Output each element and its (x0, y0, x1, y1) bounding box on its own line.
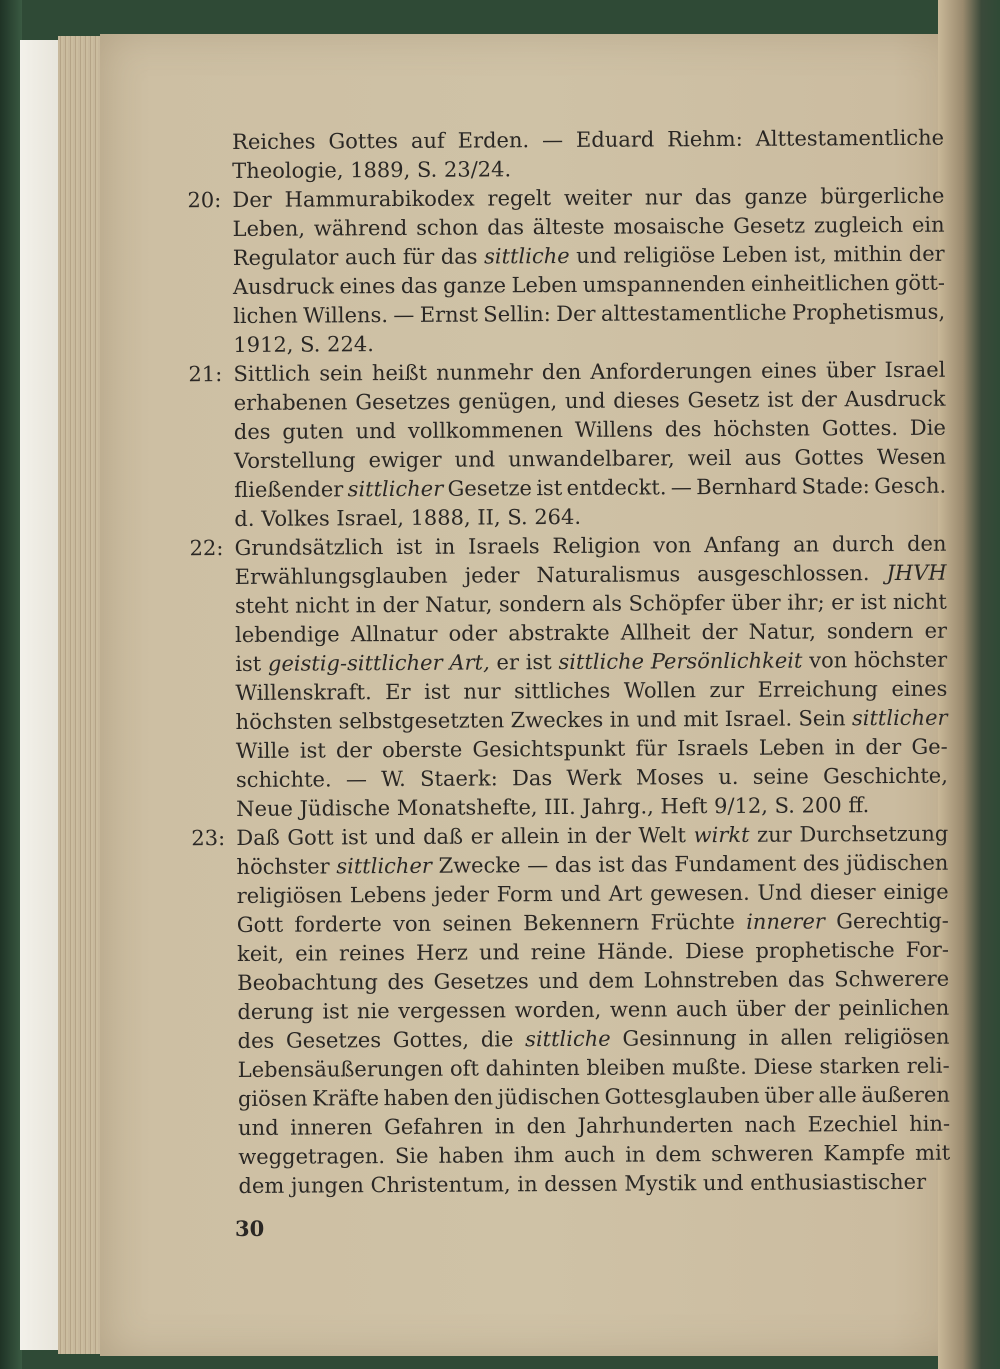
text-line: lebendige Allnatur oder abstrakte Allheit der Natur, sondern er (235, 618, 948, 647)
note-number: 21: (188, 362, 223, 387)
note-paragraph (187, 182, 946, 360)
text-line: Reiches Gottes auf Erden. — Eduard Riehm: Alttestamentliche (232, 125, 945, 154)
text-line: Sittlich sein heißt nunmehr den Anforderungen eines über Israel (233, 357, 946, 386)
text-line: und inneren Gefahren in den Jahrhunderten nach Ezechiel hin- (238, 1111, 951, 1140)
note-paragraph (191, 820, 951, 1201)
text-line: fließender sittlicher Gesetze ist entdeckt. — Bernhard Stade: Gesch. (234, 473, 947, 502)
text-line: Leben, während schon das älteste mosaische Gesetz zugleich ein (232, 212, 945, 241)
text-line: keit, ein reines Herz und reine Hände. Diese prophetische For- (236, 937, 950, 966)
text-line: weggetragen. Sie haben ihm auch in dem schweren Kampfe mit (238, 1140, 951, 1169)
text-line: 1912, S. 224. (233, 332, 374, 357)
note-number: 22: (189, 536, 224, 561)
text-line: religiösen Lebens jeder Form und Art gewesen. Und dieser einige (236, 879, 949, 908)
note-paragraph (189, 530, 948, 824)
note-number: 20: (187, 188, 222, 213)
text-line: steht nicht in der Natur, sondern als Schöpfer über ihr; er ist nicht (234, 589, 947, 618)
text-line: Daß Gott ist und daß er allein in der Welt wirkt zur Durchsetzung (236, 821, 949, 850)
text-line: Erwählungsglauben jeder Naturalismus ausgeschlossen. JHVH (234, 560, 947, 589)
text-line: Regulator auch für das sittliche und religiöse Leben ist, mithin der (232, 241, 945, 270)
text-line: des guten und vollkommenen Willens des höchsten Gottes. Die (233, 415, 946, 444)
text-line: Lebensäußerungen oft dahinten bleiben mußte. Diese starken reli- (237, 1053, 950, 1082)
text-line: Theologie, 1889, S. 23/24. (232, 157, 512, 183)
note-paragraph (232, 124, 944, 186)
text-line: Ausdruck eines das ganze Leben umspannenden einheitlichen gött- (232, 270, 945, 299)
cover-edge (0, 0, 22, 1369)
text-line: Willenskraft. Er ist nur sittliches Wollen zur Erreichung eines (235, 676, 948, 705)
text-line: erhabenen Gesetzes genügen, und dieses Gesetz ist der Ausdruck (233, 386, 946, 415)
text-line: lichen Willens. — Ernst Sellin: Der alttestamentliche Prophetismus, (233, 299, 946, 328)
endpaper-strip (20, 40, 60, 1350)
footnote-text-block (187, 124, 951, 1201)
text-line: derung ist nie vergessen worden, wenn auch über der peinlichen (237, 995, 950, 1024)
note-number: 23: (191, 826, 226, 851)
text-line: Wille ist der oberste Gesichtspunkt für Israels Leben in der Ge- (235, 734, 948, 763)
text-line: dem jungen Christentum, in dessen Mystik und enthusiastischer (238, 1169, 927, 1198)
text-line: höchsten selbstgesetzten Zweckes in und mit Israel. Sein sittlicher (235, 705, 948, 734)
text-line: Gott forderte von seinen Bekennern Früchte innerer Gerechtig- (236, 908, 949, 937)
text-line: Vorstellung ewiger und unwandelbarer, weil aus Gottes Wesen (233, 444, 947, 473)
text-line: Der Hammurabikodex regelt weiter nur das ganze bürgerliche (232, 183, 945, 212)
text-line: schichte. — W. Staerk: Das Werk Moses u. seine Geschichte, (235, 763, 948, 792)
text-line: höchster sittlicher Zwecke — das ist das Fundament des jüdischen (236, 850, 949, 879)
note-paragraph (188, 356, 947, 534)
text-line: Neue Jüdische Monatshefte, III. Jahrg., Heft 9/12, S. 200 ff. (236, 793, 870, 821)
text-line: Beobachtung des Gesetzes und dem Lohnstreben das Schwerere (237, 966, 950, 995)
text-line: giösen Kräfte haben den jüdischen Gottesglauben über alle äußeren (237, 1082, 950, 1111)
text-line: des Gesetzes Gottes, die sittliche Gesinnung in allen religiösen (237, 1024, 950, 1053)
text-line: ist geistig-sittlicher Art, er ist sittliche Persönlichkeit von höchster (235, 647, 948, 676)
text-line: d. Volkes Israel, 1888, II, S. 264. (234, 504, 582, 531)
text-line: Grundsätzlich ist in Israels Religion von Anfang an durch den (234, 531, 947, 560)
page-number: 30 (235, 1216, 265, 1241)
